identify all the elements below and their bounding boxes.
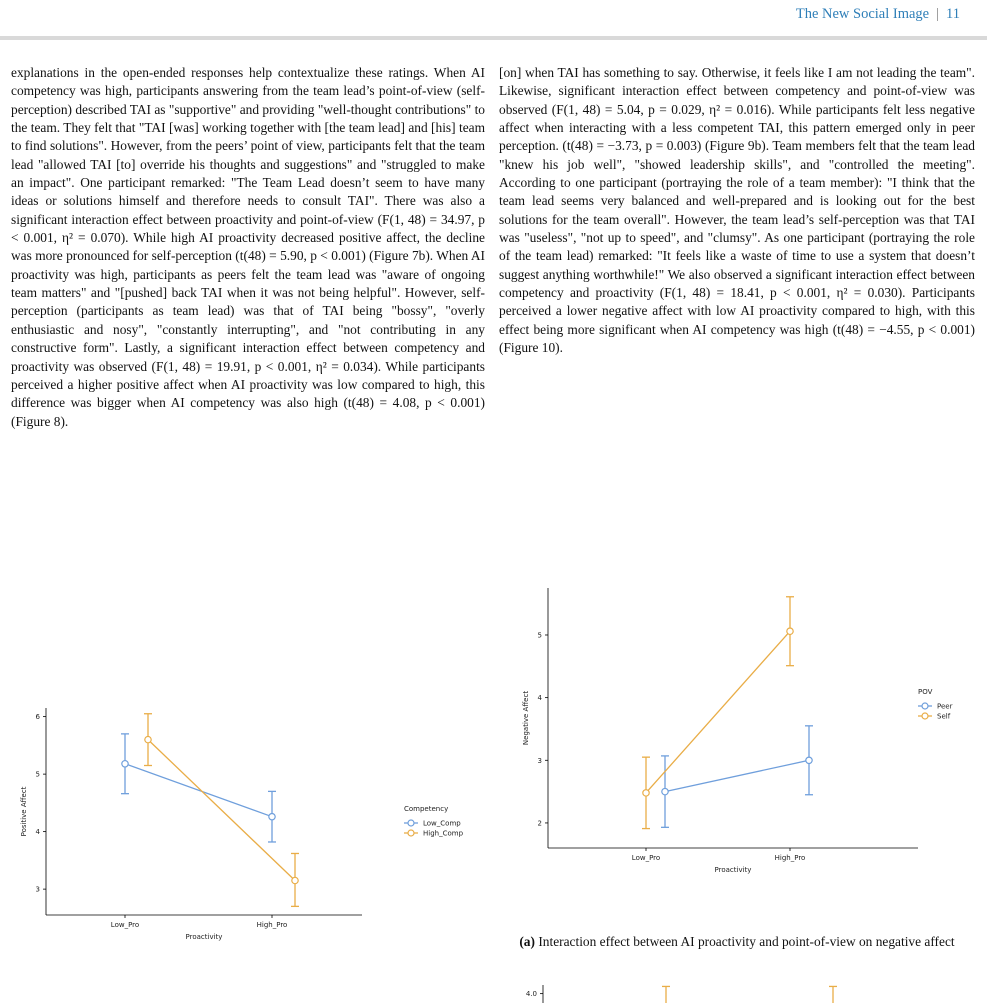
x-tick-label: Low_Pro bbox=[631, 854, 661, 862]
running-title: The New Social Image bbox=[795, 6, 930, 22]
figure-negative-affect bbox=[498, 580, 978, 891]
data-point bbox=[662, 788, 668, 794]
y-axis-title: Negative Affect bbox=[522, 690, 530, 746]
figure-partial bbox=[498, 985, 978, 1008]
page-number: 11 bbox=[946, 6, 960, 22]
figure-positive-affect bbox=[0, 690, 480, 985]
legend-swatch-point bbox=[922, 713, 928, 719]
x-tick-label: High_Pro bbox=[774, 854, 806, 862]
chart-negative-affect bbox=[498, 580, 978, 886]
y-tick-label: 3 bbox=[35, 885, 40, 894]
series-line bbox=[665, 760, 809, 791]
right-column bbox=[499, 64, 975, 358]
right-paragraph: [on] when TAI has something to say. Otherwise, it feels like I am not leading the team". Likewise, significant interaction effect between competency and point-of-view was observed (F(1, 48) = 5.04, p = 0.029, η² = 0.016). While participants felt less negative affect when interacting with a less competent TAI, this pattern emerged only in peer perception. (t(48) = −3.73, p = 0.003) (Figure 9b). Team members felt that the team lead "knew his job well", "showed leadership skills", and "controlled the meeting". According to one participant (portraying the role of a team member): "I think that the team lead seems very balanced and well-prepared and is looking out for the best solutions for the team overall". However, the team lead’s self-perception was that TAI was "useless", "not up to speed", and "clumsy". As one participant (portraying the role of the team lead) remarked: "It feels like a waste of time to use a system that doesn’t suggest anything worthwhile!" We also observed a significant interaction effect between competency and proactivity (F(1, 48) = 18.41, p < 0.001, η² = 0.030). Participants perceived a lower negative affect with low AI proactivity compared to high, with this effect being more significant when AI competency was high (t(48) = −4.55, p < 0.001) (Figure 10). bbox=[499, 65, 975, 356]
x-tick-label: Low_Pro bbox=[110, 921, 140, 929]
y-axis-title: Positive Affect bbox=[20, 786, 28, 837]
running-head bbox=[796, 6, 960, 23]
legend-label: Self bbox=[937, 712, 951, 721]
data-point bbox=[643, 790, 649, 796]
caption-label: (a) bbox=[519, 934, 535, 949]
figure-caption bbox=[499, 933, 975, 952]
data-point bbox=[787, 628, 793, 634]
y-tick-label: 4 bbox=[35, 828, 40, 837]
y-tick-label: 5 bbox=[537, 631, 542, 640]
page-header bbox=[0, 0, 987, 36]
y-tick-label: 5 bbox=[35, 770, 40, 779]
y-tick-label: 3 bbox=[537, 756, 542, 765]
left-column bbox=[11, 64, 485, 431]
data-point bbox=[269, 813, 275, 819]
legend-swatch-point bbox=[922, 703, 928, 709]
chart-partial bbox=[498, 985, 978, 1003]
x-tick-label: High_Pro bbox=[256, 921, 288, 929]
data-point bbox=[122, 761, 128, 767]
caption-text: Interaction effect between AI proactivity and point-of-view on negative affect bbox=[538, 934, 955, 949]
legend-label: High_Comp bbox=[423, 829, 464, 838]
series-line bbox=[125, 764, 272, 817]
series-line bbox=[148, 740, 295, 881]
data-point bbox=[145, 736, 151, 742]
y-tick-label: 2 bbox=[537, 819, 542, 828]
chart-positive-affect bbox=[0, 690, 480, 980]
y-tick-label: 4.0 bbox=[525, 990, 537, 999]
legend-title: Competency bbox=[404, 805, 449, 813]
y-tick-label: 6 bbox=[35, 713, 40, 722]
x-axis-title: Proactivity bbox=[714, 866, 752, 874]
legend-swatch-point bbox=[408, 820, 414, 826]
legend-title: POV bbox=[918, 688, 933, 696]
data-point bbox=[806, 757, 812, 763]
legend-swatch-point bbox=[408, 830, 414, 836]
x-axis-title: Proactivity bbox=[185, 933, 223, 941]
data-point bbox=[292, 877, 298, 883]
header-rule bbox=[0, 36, 987, 40]
legend-label: Peer bbox=[937, 702, 953, 711]
legend-label: Low_Comp bbox=[423, 819, 461, 828]
left-paragraph: explanations in the open-ended responses help contextualize these ratings. When AI competency was high, participants answering from the team lead’s point-of-view (self-perception) described TAI as "supportive" and providing "well-thought contributions" to the team. They felt that "TAI [was] working together with [the team lead] and [his] team to find solutions". However, from the peers’ point of view, participants felt that the team lead "allowed TAI [to] override his thoughts and suggestions" and "struggled to make an impact". One participant remarked: "The Team Lead doesn’t seem to have many ideas or solutions himself and therefore needs to consult TAI". There was also a significant interaction effect between proactivity and point-of-view (F(1, 48) = 34.97, p < 0.001, η² = 0.070). While high AI proactivity decreased positive affect, the decline was more pronounced for self-perception (t(48) = 5.90, p < 0.001) (Figure 7b). When AI proactivity was high, participants as peers felt the team lead was "aware of ongoing team matters" and "[pushed] back TAI when it was not being helpful". However, self-perception (participants as team lead) was that of TAI being "bossy", "overly enthusiastic and nosy", "constantly interrupting", and "not contributing in any constructive form". Lastly, a significant interaction effect between competency and proactivity was observed (F(1, 48) = 19.91, p < 0.001, η² = 0.034). While participants perceived a higher positive affect when AI proactivity was low compared to high, this difference was bigger when AI competency was also high (t(48) = 4.08, p < 0.001) (Figure 8). bbox=[11, 65, 485, 429]
y-tick-label: 4 bbox=[537, 694, 542, 703]
header-separator: | bbox=[936, 6, 940, 22]
